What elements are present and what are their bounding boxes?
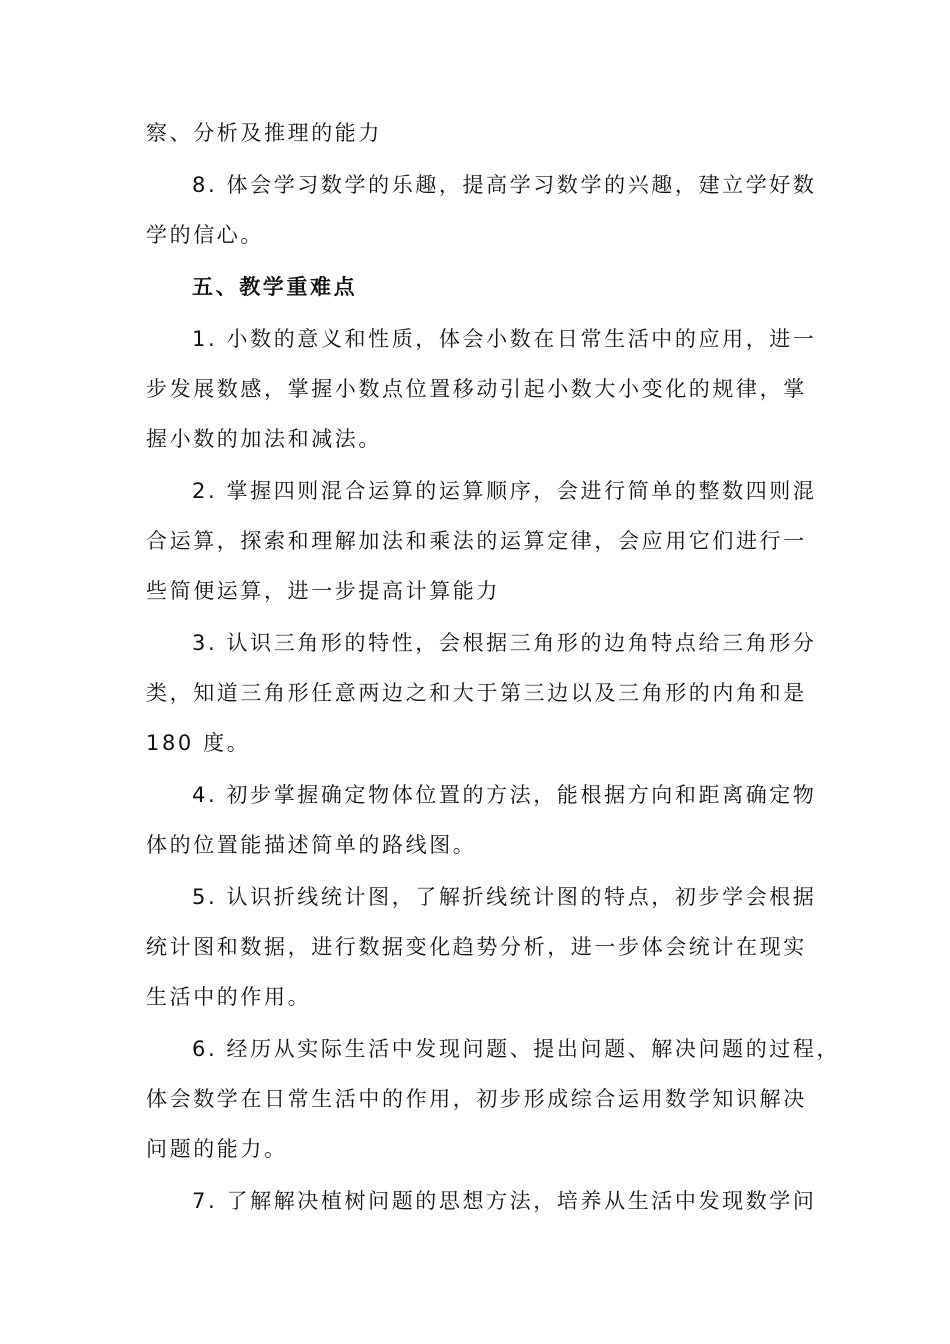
text-line: 4. 初步掌握确定物体位置的方法，能根据方向和距离确定物 bbox=[192, 783, 817, 807]
text-line: 统计图和数据，进行数据变化趋势分析，进一步体会统计在现实 bbox=[146, 935, 807, 959]
text-line: 察、分析及推理的能力 bbox=[146, 121, 382, 145]
text-line: 步发展数感，掌握小数点位置移动引起小数大小变化的规律，掌 bbox=[146, 377, 807, 401]
text-line: 体会数学在日常生活中的作用，初步形成综合运用数学知识解决 bbox=[146, 1087, 807, 1111]
text-line: 7. 了解解决植树问题的思想方法，培养从生活中发现数学问 bbox=[192, 1189, 817, 1213]
list-item-7 bbox=[146, 1176, 817, 1226]
text-line: 生活中的作用。 bbox=[146, 985, 312, 1009]
text-line: 合运算，探索和理解加法和乘法的运算定律，会应用它们进行一 bbox=[146, 529, 807, 553]
text-line: 体的位置能描述简单的路线图。 bbox=[146, 833, 477, 857]
text-line: 6. 经历从实际生活中发现问题、提出问题、解决问题的过程， bbox=[192, 1037, 841, 1061]
section-heading: 五、教学重难点 bbox=[192, 275, 358, 299]
text-line: 180 度。 bbox=[146, 731, 251, 755]
text-line: 学的信心。 bbox=[146, 223, 264, 247]
text-line: 8. 体会学习数学的乐趣，提高学习数学的兴趣，建立学好数 bbox=[192, 173, 817, 197]
text-line: 5. 认识折线统计图，了解折线统计图的特点，初步学会根据 bbox=[192, 885, 817, 909]
text-line: 3. 认识三角形的特性，会根据三角形的边角特点给三角形分 bbox=[192, 631, 817, 655]
list-item-3 bbox=[146, 618, 817, 768]
list-item-6 bbox=[146, 1024, 841, 1174]
text-line: 问题的能力。 bbox=[146, 1137, 288, 1161]
document-page bbox=[146, 108, 841, 1228]
text-line: 类，知道三角形任意两边之和大于第三边以及三角形的内角和是 bbox=[146, 681, 807, 705]
text-line: 1. 小数的意义和性质，体会小数在日常生活中的应用，进一 bbox=[192, 327, 817, 351]
list-item-4 bbox=[146, 770, 817, 870]
paragraph-objective-8 bbox=[146, 160, 817, 260]
text-line: 些简便运算，进一步提高计算能力 bbox=[146, 579, 500, 603]
text-line: 2. 掌握四则混合运算的运算顺序，会进行简单的整数四则混 bbox=[192, 479, 817, 503]
list-item-1 bbox=[146, 314, 817, 464]
list-item-5 bbox=[146, 872, 817, 1022]
list-item-2 bbox=[146, 466, 817, 616]
text-line: 握小数的加法和减法。 bbox=[146, 427, 382, 451]
paragraph-continued bbox=[146, 108, 808, 158]
